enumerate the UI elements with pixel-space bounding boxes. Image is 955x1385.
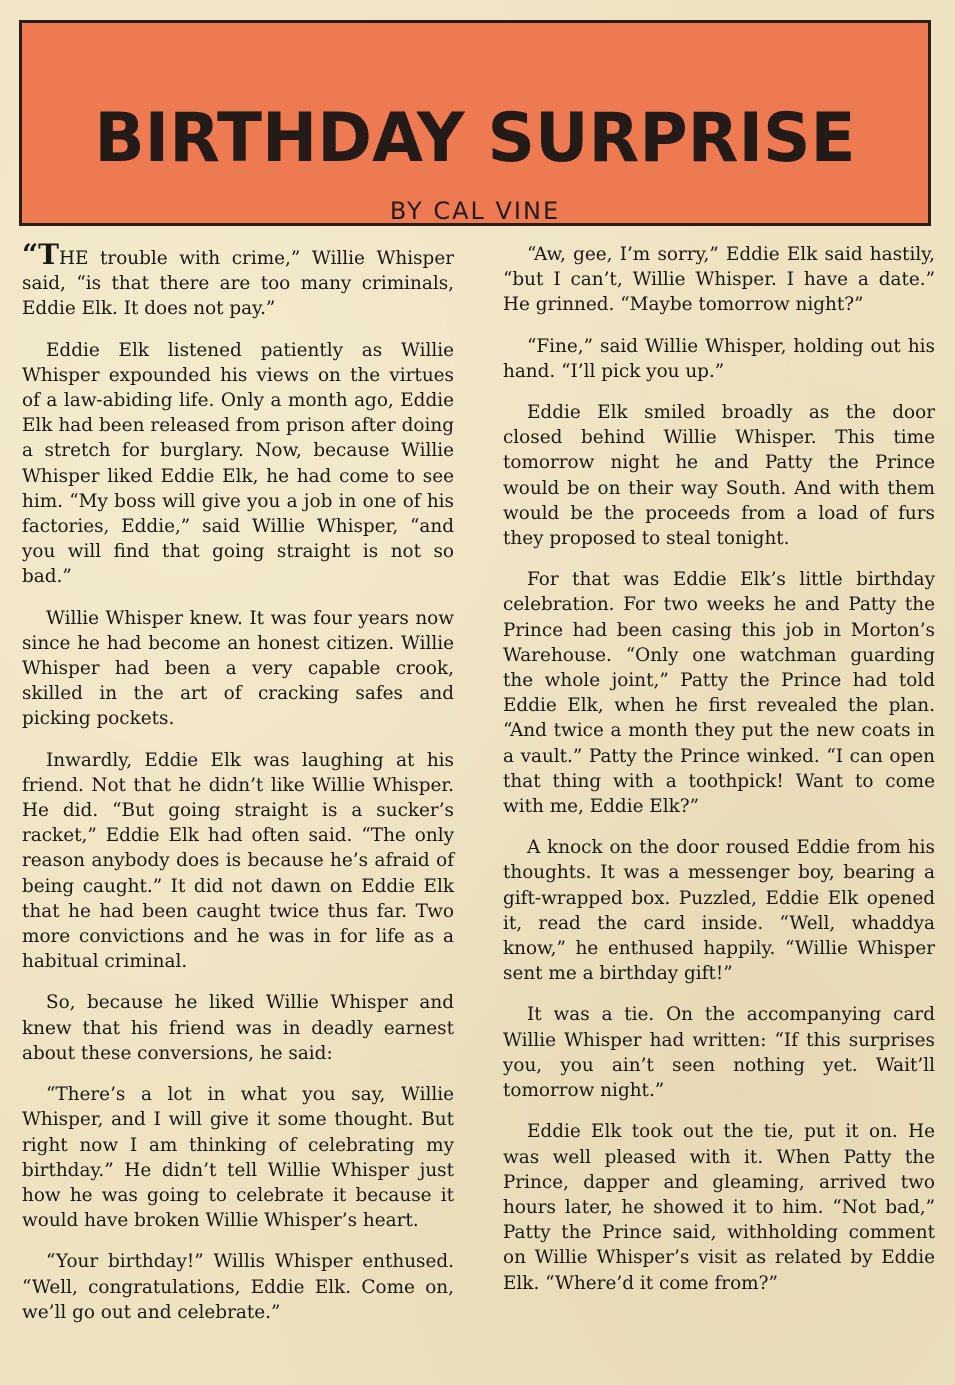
paragraph: “There’s a lot in what you say, Willie Whisper, and I will give it some thought. But right now I am thinking of celebrating my birthday.” He didn’t tell Willie Whisper just how he was going to celebrate it because it would have broken Willie Whisper’s heart. (22, 1084, 454, 1232)
paragraph: Eddie Elk smiled broadly as the door closed behind Willie Whisper. This time tomorrow night he and Patty the Prince would be on their way South. And with them would be the proceeds from a load of furs they proposed to steal tonight. (503, 402, 935, 550)
text-column-right (503, 242, 935, 1312)
paragraph: So, because he liked Willie Whisper and knew that his friend was in deadly earnest about these conversions, he said: (22, 992, 454, 1064)
drop-cap: “T (22, 238, 59, 271)
paragraph: “Fine,” said Willie Whisper, holding out his hand. “I’ll pick you up.” (503, 335, 935, 382)
paragraph-text: HE trouble with crime,” Willie Whisper said, “is that there are too many criminals, Eddie Elk. It does not pay.” (22, 248, 454, 320)
paragraph: For that was Eddie Elk’s little birthday celebration. For two weeks he and Patty the Prince had been casing this job in Morton’s Warehouse. “Only one watchman guarding the whole joint,” Patty the Prince had told Eddie Elk, when he first revealed the plan. “And twice a month they put the new coats in a vault.” Patty the Prince winked. “I can open that thing with a toothpick! Want to come with me, Eddie Elk?” (503, 569, 935, 818)
paragraph: “Aw, gee, I’m sorry,” Eddie Elk said hastily, “but I can’t, Willie Whisper. I have a date.” He grinned. “Maybe tomorrow night?” (503, 244, 935, 316)
paragraph: It was a tie. On the accompanying card Willie Whisper had written: “If this surprises you, you ain’t seen nothing yet. Wait’ll tomorrow night.” (503, 1004, 935, 1102)
paragraph: Eddie Elk took out the tie, put it on. He was well pleased with it. When Patty the Prince, dapper and gleaming, arrived two hours later, he showed it to him. “Not bad,” Patty the Prince said, withholding comment on Willie Whisper’s visit as related by Eddie Elk. “Where’d it come from?” (503, 1121, 935, 1294)
paragraph: Willie Whisper knew. It was four years now since he had become an honest citizen. Willie Whisper had been a very capable crook, skilled in the art of cracking safes and picking pockets. (22, 607, 454, 730)
title-banner (19, 20, 931, 226)
paragraph (22, 238, 454, 322)
paragraph: “Your birthday!” Willis Whisper enthused. “Well, congratulations, Eddie Elk. Come on, we’ll go out and celebrate.” (22, 1251, 454, 1323)
story-title: BIRTHDAY SURPRISE (94, 99, 856, 178)
text-column-left (22, 238, 454, 1341)
paragraph: A knock on the door roused Eddie from his thoughts. It was a messenger boy, bearing a gift-wrapped box. Puzzled, Eddie Elk opened it, read the card inside. “Well, whaddya know,” he enthused happily. “Willie Whisper sent me a birthday gift!” (503, 837, 935, 985)
paragraph: Inwardly, Eddie Elk was laughing at his friend. Not that he didn’t like Willie Whisper. He did. “But going straight is a sucker’s racket,” Eddie Elk had often said. “The only reason anybody does is because he’s afraid of being caught.” It did not dawn on Eddie Elk that he had been caught twice thus far. Two more convictions and he was in for life as a habitual criminal. (22, 749, 454, 973)
paragraph: Eddie Elk listened patiently as Willie Whisper expounded his views on the virtues of a law-abiding life. Only a month ago, Eddie Elk had been released from prison after doing a stretch for burglary. Now, because Willie Whisper liked Eddie Elk, he had come to see him. “My boss will give you a job in one of his factories, Eddie,” said Willie Whisper, “and you will find that going straight is not so bad.” (22, 339, 454, 588)
story-byline: BY CAL VINE (389, 197, 561, 225)
